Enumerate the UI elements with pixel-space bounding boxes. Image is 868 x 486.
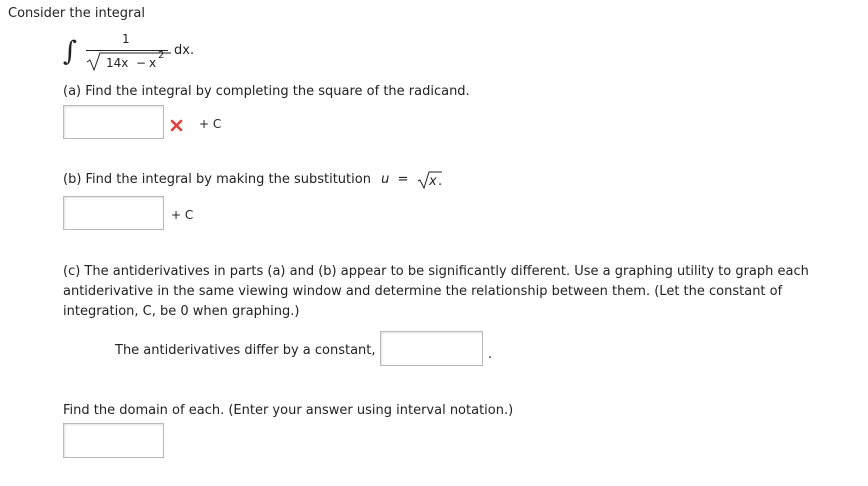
part-c-differ-label: The antiderivatives differ by a constant, xyxy=(115,343,376,358)
domain-answer-input[interactable] xyxy=(63,423,164,458)
part-b-sub-end: . xyxy=(438,174,443,189)
part-a-answer-input[interactable] xyxy=(63,105,164,139)
part-b-sub-eq: = xyxy=(397,172,409,187)
part-a-prompt: (a) Find the integral by completing the square of the radicand. xyxy=(63,84,470,99)
intro-text: Consider the integral xyxy=(8,6,145,21)
radicand-exponent: 2 xyxy=(158,50,165,61)
part-b-sub-var: u xyxy=(381,172,390,187)
part-b-prompt-text: (b) Find the integral by making the substitution xyxy=(63,172,371,187)
x-icon xyxy=(170,119,183,132)
part-b-answer-input[interactable] xyxy=(63,196,164,230)
part-c-answer-input[interactable] xyxy=(380,331,483,366)
integral-sign: ∫ xyxy=(63,36,78,67)
radicand-var: x xyxy=(149,56,157,70)
part-c-prompt: (c) The antiderivatives in parts (a) and (b) appear to be significantly different. Use a graphing utility to graph each antiderivative in the same viewing window and determine the relationship between them. (Let the constant of integration, C, be 0 when graphing.) xyxy=(63,264,809,319)
integrand-numerator: 1 xyxy=(122,32,130,46)
part-b-sub-radicand: x xyxy=(429,174,437,189)
domain-prompt: Find the domain of each. (Enter your answer using interval notation.) xyxy=(63,403,514,418)
part-b-prompt xyxy=(63,172,408,187)
fraction-bar xyxy=(86,50,168,51)
part-c-end-period: . xyxy=(488,347,493,362)
part-b-constant: + C xyxy=(171,208,194,222)
radicand-minus: − xyxy=(136,56,147,70)
radicand-term1: 14x xyxy=(106,56,129,70)
part-a-constant: + C xyxy=(199,117,222,131)
differential: dx. xyxy=(174,43,195,58)
